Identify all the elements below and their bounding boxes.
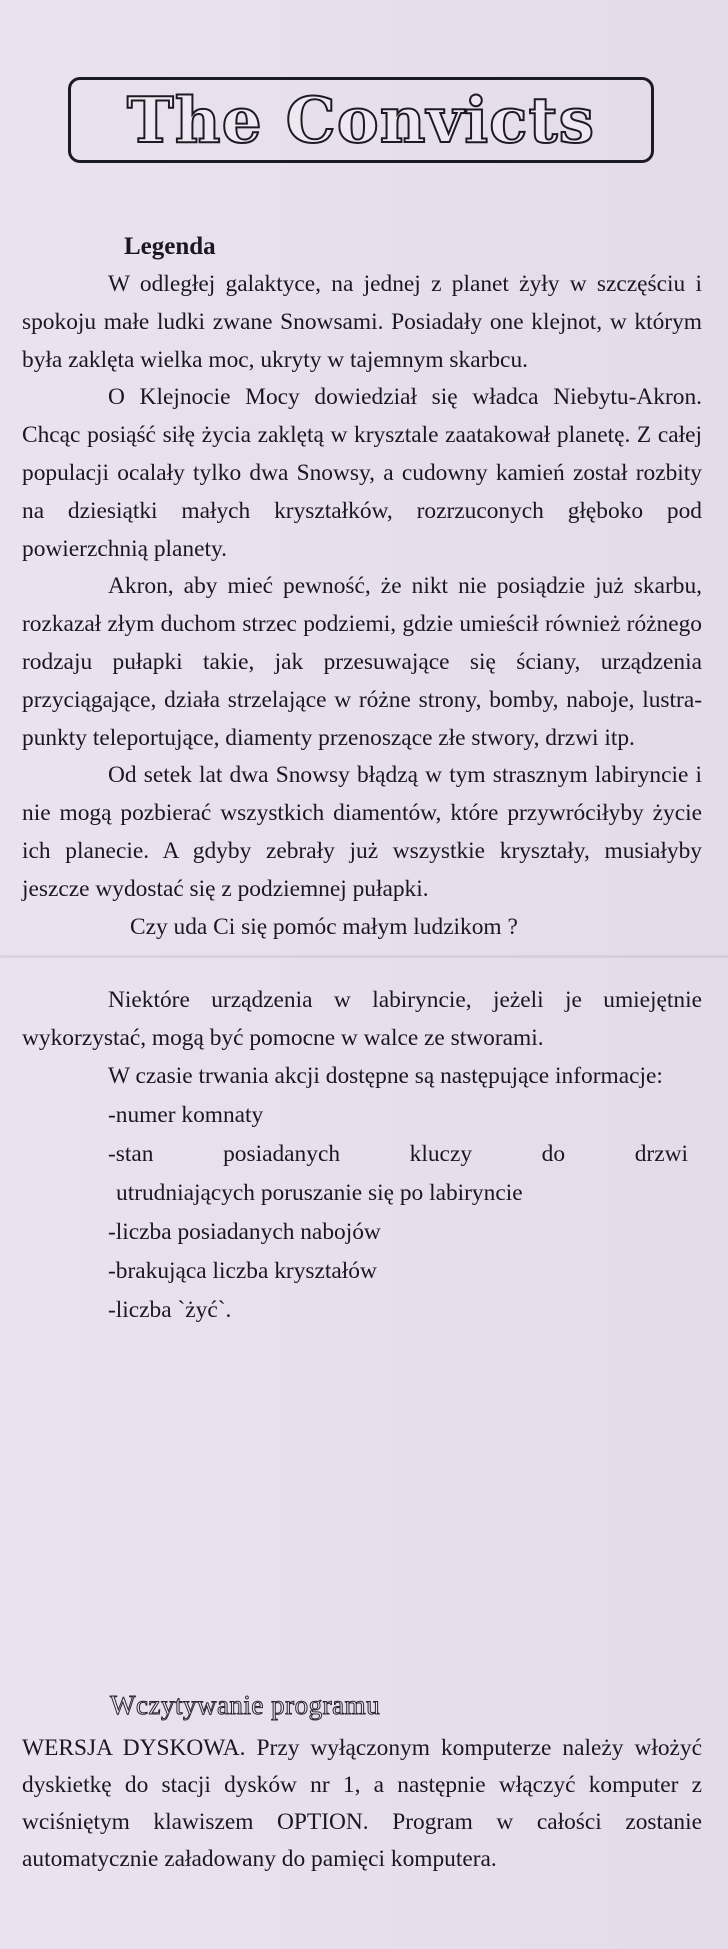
legend-question: Czy uda Ci się pomóc małym ludzikom ? — [130, 913, 518, 940]
loading-heading: Wczytywanie programu — [110, 1690, 381, 1720]
page-title: The Convicts — [126, 82, 596, 157]
list-item-ammo: -liczba posiadanych nabojów — [108, 1218, 381, 1245]
list-item-crystals: -brakująca liczba kryształów — [108, 1257, 377, 1284]
spacer — [22, 946, 702, 982]
legend-heading: Legenda — [124, 233, 216, 260]
loading-section — [22, 1730, 702, 1878]
info-paragraph-1: Niektóre urządzenia w labiryncie, jeżeli je umiejętnie wykorzystać, mogą być pomocne w walce ze stworami. — [22, 987, 702, 1052]
legend-paragraph-2: O Klejnocie Mocy dowiedział się władca Niebytu-Akron. Chcąc posiąść siłę życia zaklętą w krysztale zaatakował planetę. Z całej populacji ocalały tylko dwa Snowsy, a cudowny kamień został rozbity na dziesiątki małych kryształków, rozrzuconych głęboko pod powierzchnią planety. — [22, 384, 702, 562]
legend-paragraph-1: W odległej galaktyce, na jednej z planet żyły w szczęściu i spokoju małe ludki zwane Snowsami. Posiadały one klejnot, w którym była zaklęta wielka moc, ukryty w tajemnym skarbcu. — [22, 271, 702, 373]
info-list — [108, 1096, 702, 1330]
legend-paragraph-4: Od setek lat dwa Snowsy błądzą w tym strasznym labiryncie i nie mogą pozbierać wszystkich diamentów, które przywróciłyby życie ich planecie. A gdyby zebrały już wszystkie kryształy, musiałyby jeszcze wydostać się z podziemnej pułapki. — [22, 762, 702, 902]
list-item-keys-continued: utrudniających poruszanie się po labiryncie — [116, 1179, 523, 1206]
loading-text: WERSJA DYSKOWA. Przy wyłączonym komputerze należy włożyć dyskietkę do stacji dysków nr 1, a następnie włączyć komputer z wciśniętym klawiszem OPTION. Program w całości zostanie automatycznie załadowany do pamięci komputera. — [22, 1735, 702, 1872]
list-item-keys-word: kluczy — [409, 1140, 473, 1167]
list-item-keys-word: posiadanych — [223, 1140, 341, 1167]
list-item-lives: -liczba `żyć`. — [108, 1296, 232, 1323]
list-item-room: -numer komnaty — [108, 1101, 264, 1128]
info-paragraph-2: W czasie trwania akcji dostępne są następujące informacje: — [108, 1062, 663, 1089]
list-item-keys — [108, 1135, 688, 1174]
list-item-keys-word: do — [541, 1140, 566, 1167]
title-box — [68, 77, 654, 163]
legend-paragraph-3: Akron, aby mieć pewność, że nikt nie posiądzie już skarbu, rozkazał złym duchom strzec podziemi, gdzie umieścił również różnego rodzaju pułapki takie, jak przesuwające się ściany, urządzenia przyciągające, działa strzelające w różne strony, bomby, naboje, lustra-punkty teleportujące, diamenty przenoszące złe stwory, drzwi itp. — [22, 573, 702, 751]
legend-section — [22, 228, 702, 1330]
list-item-keys-word: drzwi — [634, 1140, 688, 1167]
list-item-keys-word: -stan — [108, 1140, 154, 1167]
